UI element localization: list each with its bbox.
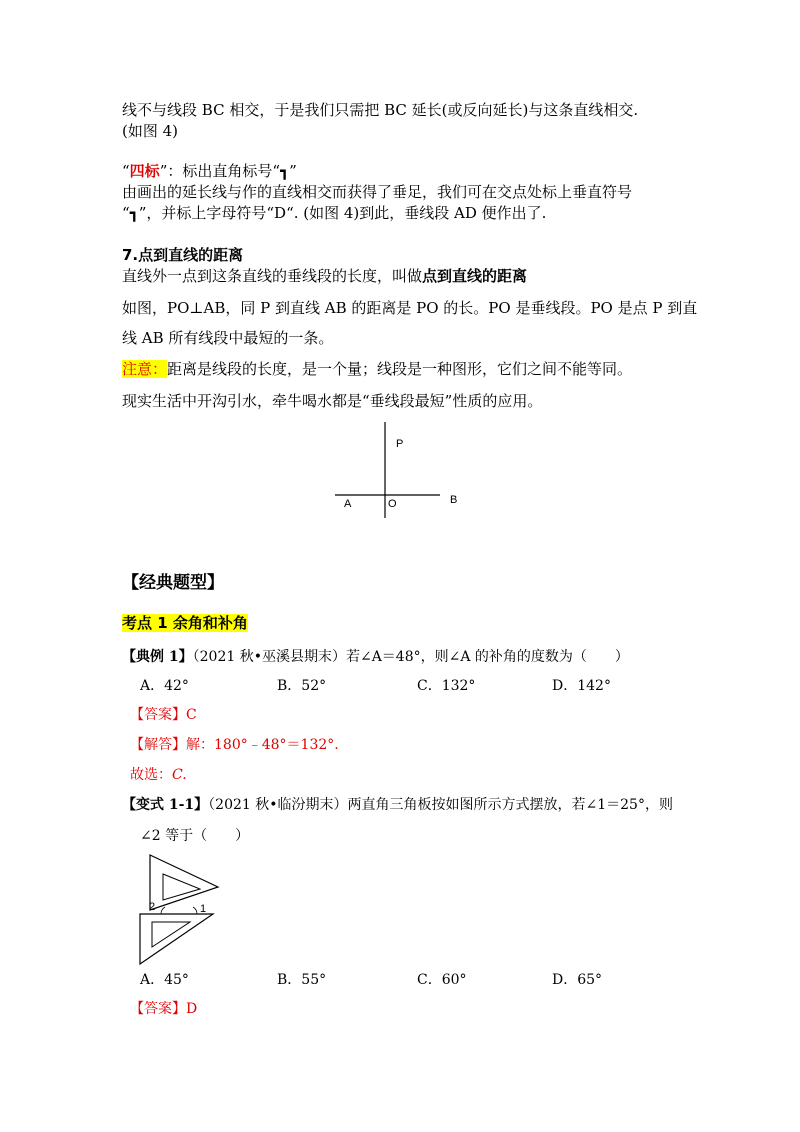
example1-solution: [130, 735, 339, 755]
angle-label-1: 1: [200, 903, 207, 915]
variant1-option-b: B．55°: [277, 972, 327, 988]
paragraph-line: 现实生活中开沟引水，牵牛喝水都是“垂线段最短”性质的应用。: [122, 392, 543, 410]
variant1-option-c: C．60°: [417, 972, 467, 988]
solution-label: 【解答】: [130, 737, 186, 753]
paragraph-line: (如图 4): [122, 122, 179, 140]
kaodian-heading: [122, 613, 248, 633]
example1-text: （2021 秋•巫溪县期末）若∠A＝48°，则∠A 的补角的度数为（ ）: [192, 649, 629, 665]
quote-close: ”: [159, 162, 168, 180]
answer-value: D: [186, 1001, 198, 1017]
classic-heading: 【经典题型】: [122, 573, 224, 593]
answer-label: 【答案】: [130, 707, 186, 723]
definition-term: 点到直线的距离: [422, 267, 528, 285]
set-squares-figure: [135, 852, 225, 967]
variant1-stem-line1: [122, 795, 673, 815]
angle-arc-2: [161, 907, 165, 914]
paragraph-line: 线不与线段 BC 相交，于是我们只需把 BC 延长(或反向延长)与这条直线相交.: [122, 101, 639, 119]
step-four-text: ：标出直角标号“: [167, 162, 281, 180]
example1-option-a: A．42°: [140, 678, 189, 694]
note-line: [122, 359, 632, 379]
step-four-label-line: [122, 161, 297, 181]
quote-close: ”: [289, 162, 297, 180]
paragraph-line: 线 AB 所有线段中最短的一条。: [122, 329, 334, 347]
paragraph-text: ”，并标上字母符号“D“. (如图 4)到此，垂线段 AD 便作出了.: [138, 204, 547, 222]
example1-choice: [130, 765, 187, 785]
note-label: 注意：: [122, 360, 168, 378]
definition-line: [122, 266, 527, 286]
section-heading: 7.点到直线的距离: [122, 246, 244, 264]
definition-text: 直线外一点到这条直线的垂线段的长度，叫做: [122, 267, 423, 285]
perpendicular-figure: [330, 420, 470, 520]
example1-option-b: B．52°: [277, 678, 327, 694]
example1-option-d: D．142°: [552, 678, 611, 694]
right-angle-mark-icon: ┓: [280, 162, 290, 180]
example1-tag: 【典例 1】: [122, 649, 193, 665]
example1-stem: [122, 647, 629, 667]
point-label-b: B: [450, 494, 458, 506]
example1-answer: [130, 705, 197, 725]
paragraph-line: 由画出的延长线与作的直线相交而获得了垂足，我们可在交点处标上垂直符号: [122, 183, 633, 201]
point-label-p: P: [396, 438, 404, 450]
variant1-stem-line2: ∠2 等于（ ）: [140, 828, 250, 844]
solution-text: 解：180°﹣48°＝132°.: [186, 737, 339, 753]
step-four-label: 四标: [129, 162, 160, 180]
variant1-answer: [130, 999, 197, 1019]
point-label-o: O: [388, 498, 397, 510]
answer-label: 【答案】: [130, 1001, 186, 1017]
choice-value: C.: [172, 767, 187, 783]
answer-value: C: [186, 707, 197, 723]
paragraph-line: [122, 203, 546, 223]
quote-open: “: [122, 204, 130, 222]
upper-set-square-inner: [163, 874, 200, 900]
angle-label-2: 2: [149, 901, 156, 913]
variant1-text: （2021 秋•临汾期末）两直角三角板按如图所示方式摆放，若∠1＝25°，则: [208, 797, 673, 813]
example1-option-c: C．132°: [417, 678, 476, 694]
quote-open: “: [122, 162, 130, 180]
right-angle-mark-icon: ┓: [129, 204, 139, 222]
paragraph-line: 如图，PO⊥AB，同 P 到直线 AB 的距离是 PO 的长。PO 是垂线段。PO 是点 P 到直: [122, 299, 698, 317]
point-label-a: A: [344, 498, 352, 510]
variant1-option-d: D．65°: [552, 972, 603, 988]
note-text: 距离是线段的长度，是一个量；线段是一种图形，它们之间不能等同。: [167, 360, 633, 378]
variant1-option-a: A．45°: [140, 972, 189, 988]
choice-label: 故选：: [130, 767, 172, 783]
variant1-tag: 【变式 1-1】: [122, 797, 209, 813]
kaodian-label: 考点 1 余角和补角: [122, 614, 248, 632]
angle-arc-1: [193, 907, 197, 914]
